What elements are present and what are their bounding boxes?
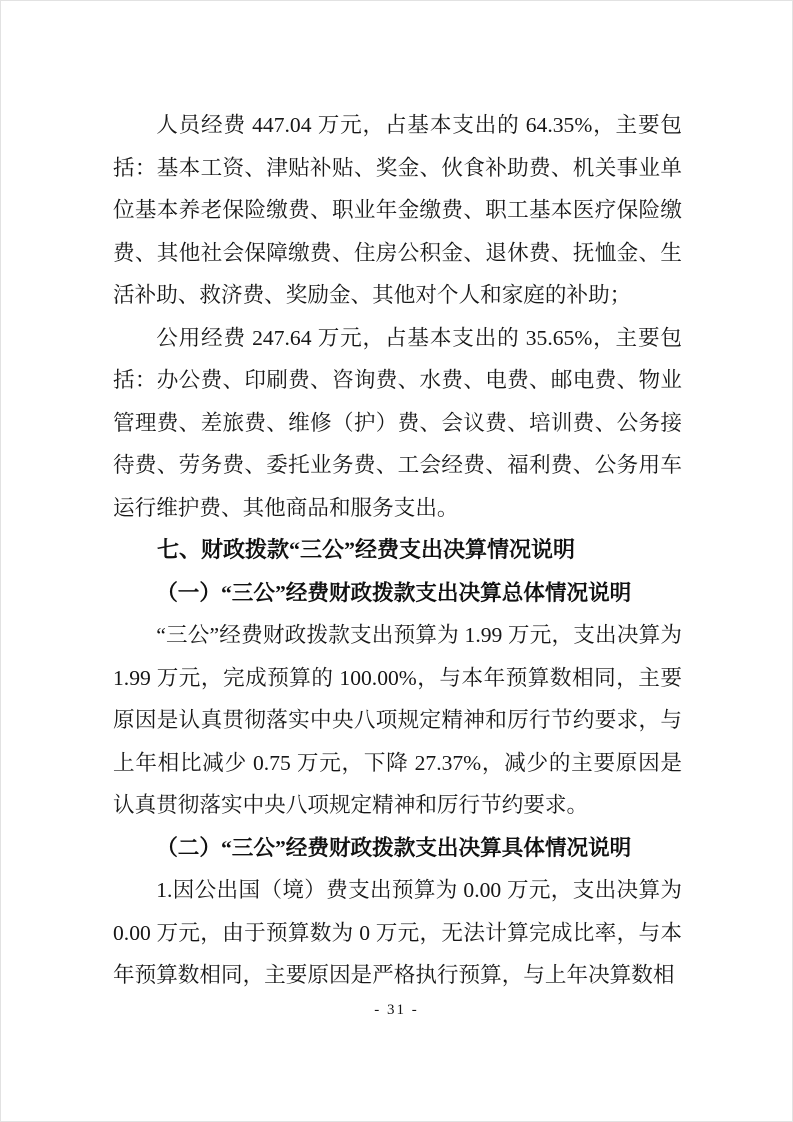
document-content <box>113 104 682 997</box>
paragraph-public-expense: 公用经费 247.64 万元，占基本支出的 35.65%，主要包括：办公费、印刷费、咨询费、水费、电费、邮电费、物业管理费、差旅费、维修（护）费、会议费、培训费、公务接待费、劳务费、委托业务费、工会经费、福利费、公务用车运行维护费、其他商品和服务支出。 <box>113 325 682 520</box>
section-heading-seven: 七、财政拨款“三公”经费支出决算情况说明 <box>157 537 576 562</box>
paragraph-abroad-expense: 1.因公出国（境）费支出预算为 0.00 万元，支出决算为 0.00 万元，由于预算数为 0 万元，无法计算完成比率，与本年预算数相同，主要原因是严格执行预算，与上年决算数相 <box>113 878 682 987</box>
paragraph-personnel-expense: 人员经费 447.04 万元，占基本支出的 64.35%，主要包括：基本工资、津贴补贴、奖金、伙食补助费、机关事业单位基本养老保险缴费、职业年金缴费、职工基本医疗保险缴费、其他社会保障缴费、住房公积金、退休费、抚恤金、生活补助、救济费、奖励金、其他对个人和家庭的补助； <box>113 113 682 307</box>
paragraph-three-public-overall: “三公”经费财政拨款支出预算为 1.99 万元，支出决算为 1.99 万元，完成预算的 100.00%，与本年预算数相同，主要原因是认真贯彻落实中央八项规定精神和厉行节约要求，与上年相比减少 0.75 万元，下降 27.37%，减少的主要原因是认真贯彻落实中央八项规定精神和厉行节约要求。 <box>113 623 682 817</box>
subsection-heading-one: （一）“三公”经费财政拨款支出决算总体情况说明 <box>156 580 632 605</box>
page-number: - 31 - <box>374 1002 419 1018</box>
subsection-heading-two: （二）“三公”经费财政拨款支出决算具体情况说明 <box>156 835 632 860</box>
